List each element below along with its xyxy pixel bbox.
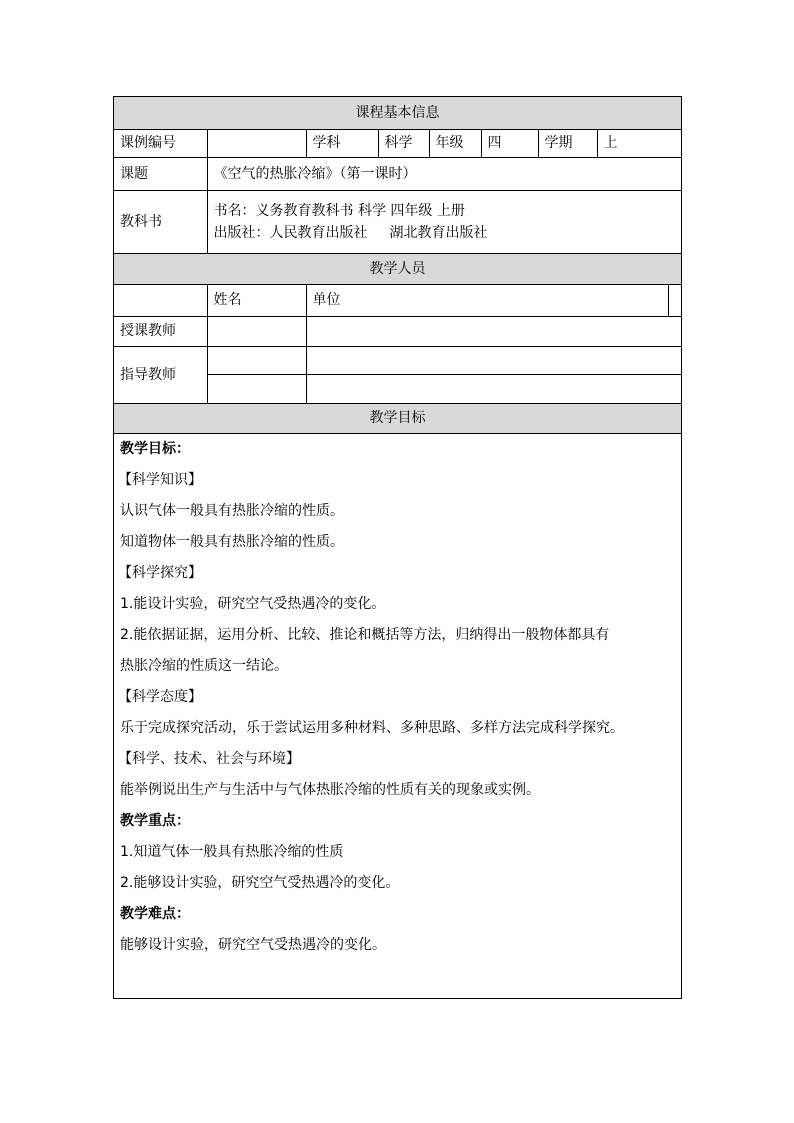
section-header-basic-info: 课程基本信息 — [114, 97, 681, 129]
objectives-content — [114, 433, 681, 961]
lesson-plan-document — [113, 96, 682, 999]
objective-line: 2.能够设计实验，研究空气受热遇冷的变化。 — [120, 874, 400, 891]
textbook-label: 教科书 — [114, 190, 207, 253]
advisor-name-1 — [207, 346, 306, 374]
lecturer-label: 授课教师 — [114, 316, 207, 346]
objective-line: 【科学知识】 — [118, 471, 202, 488]
term-label: 学期 — [538, 129, 597, 157]
lesson-plan-table — [114, 97, 681, 961]
objective-line: 1.能设计实验，研究空气受热遇冷的变化。 — [120, 595, 386, 612]
textbook-info — [207, 190, 681, 253]
grade-label: 年级 — [429, 129, 481, 157]
advisor-name-2 — [207, 374, 306, 403]
objective-line: 能举例说出生产与生活中与气体热胀冷缩的性质有关的现象或实例。 — [120, 781, 540, 798]
subject-value: 科学 — [378, 129, 429, 157]
objective-line: 能够设计实验，研究空气受热遇冷的变化。 — [120, 936, 386, 953]
course-code-label: 课例编号 — [114, 129, 207, 157]
subject-label: 学科 — [306, 129, 378, 157]
publisher-1: 出版社：人民教育出版社 — [213, 224, 368, 241]
advisor-unit-1 — [306, 346, 681, 374]
objective-line: 1.知道气体一般具有热胀冷缩的性质 — [120, 843, 344, 860]
staff-unit-column-header: 单位 — [306, 284, 668, 316]
objective-line: 教学重点： — [120, 812, 190, 829]
topic-value: 《空气的热胀冷缩》（第一课时） — [207, 157, 681, 190]
topic-label: 课题 — [114, 157, 207, 190]
objectives-lines — [120, 434, 681, 961]
publisher-2: 湖北教育出版社 — [389, 224, 488, 241]
textbook-title-line: 书名：义务教育教科书 科学 四年级 上册 — [213, 202, 465, 219]
textbook-publisher-line — [214, 222, 682, 244]
objective-line: 知道物体一般具有热胀冷缩的性质。 — [120, 533, 344, 550]
grade-value: 四 — [481, 129, 538, 157]
staff-extra-cell — [668, 284, 681, 316]
advisor-unit-2 — [306, 374, 681, 403]
objective-line: 认识气体一般具有热胀冷缩的性质。 — [120, 502, 344, 519]
objective-line: 【科学、技术、社会与环境】 — [118, 750, 300, 767]
course-code-value — [207, 129, 306, 157]
objective-line: 热胀冷缩的性质这一结论。 — [120, 657, 288, 674]
section-header-objectives: 教学目标 — [114, 403, 681, 433]
lecturer-unit — [306, 316, 681, 346]
term-value: 上 — [597, 129, 681, 157]
objective-line: 教学难点： — [120, 905, 190, 922]
objective-line: 乐于完成探究活动，乐于尝试运用多种材料、多种思路、多样方法完成科学探究。 — [120, 719, 624, 736]
staff-corner-cell — [114, 284, 207, 316]
advisor-label: 指导教师 — [114, 346, 207, 403]
objective-line: 教学目标： — [120, 440, 190, 457]
objective-line: 【科学态度】 — [118, 688, 202, 705]
objective-line: 2.能依据证据，运用分析、比较、推论和概括等方法，归纳得出一般物体都具有 — [120, 626, 610, 643]
objective-line: 【科学探究】 — [118, 564, 202, 581]
section-header-staff: 教学人员 — [114, 253, 681, 284]
staff-name-column-header: 姓名 — [207, 284, 306, 316]
lecturer-name — [207, 316, 306, 346]
